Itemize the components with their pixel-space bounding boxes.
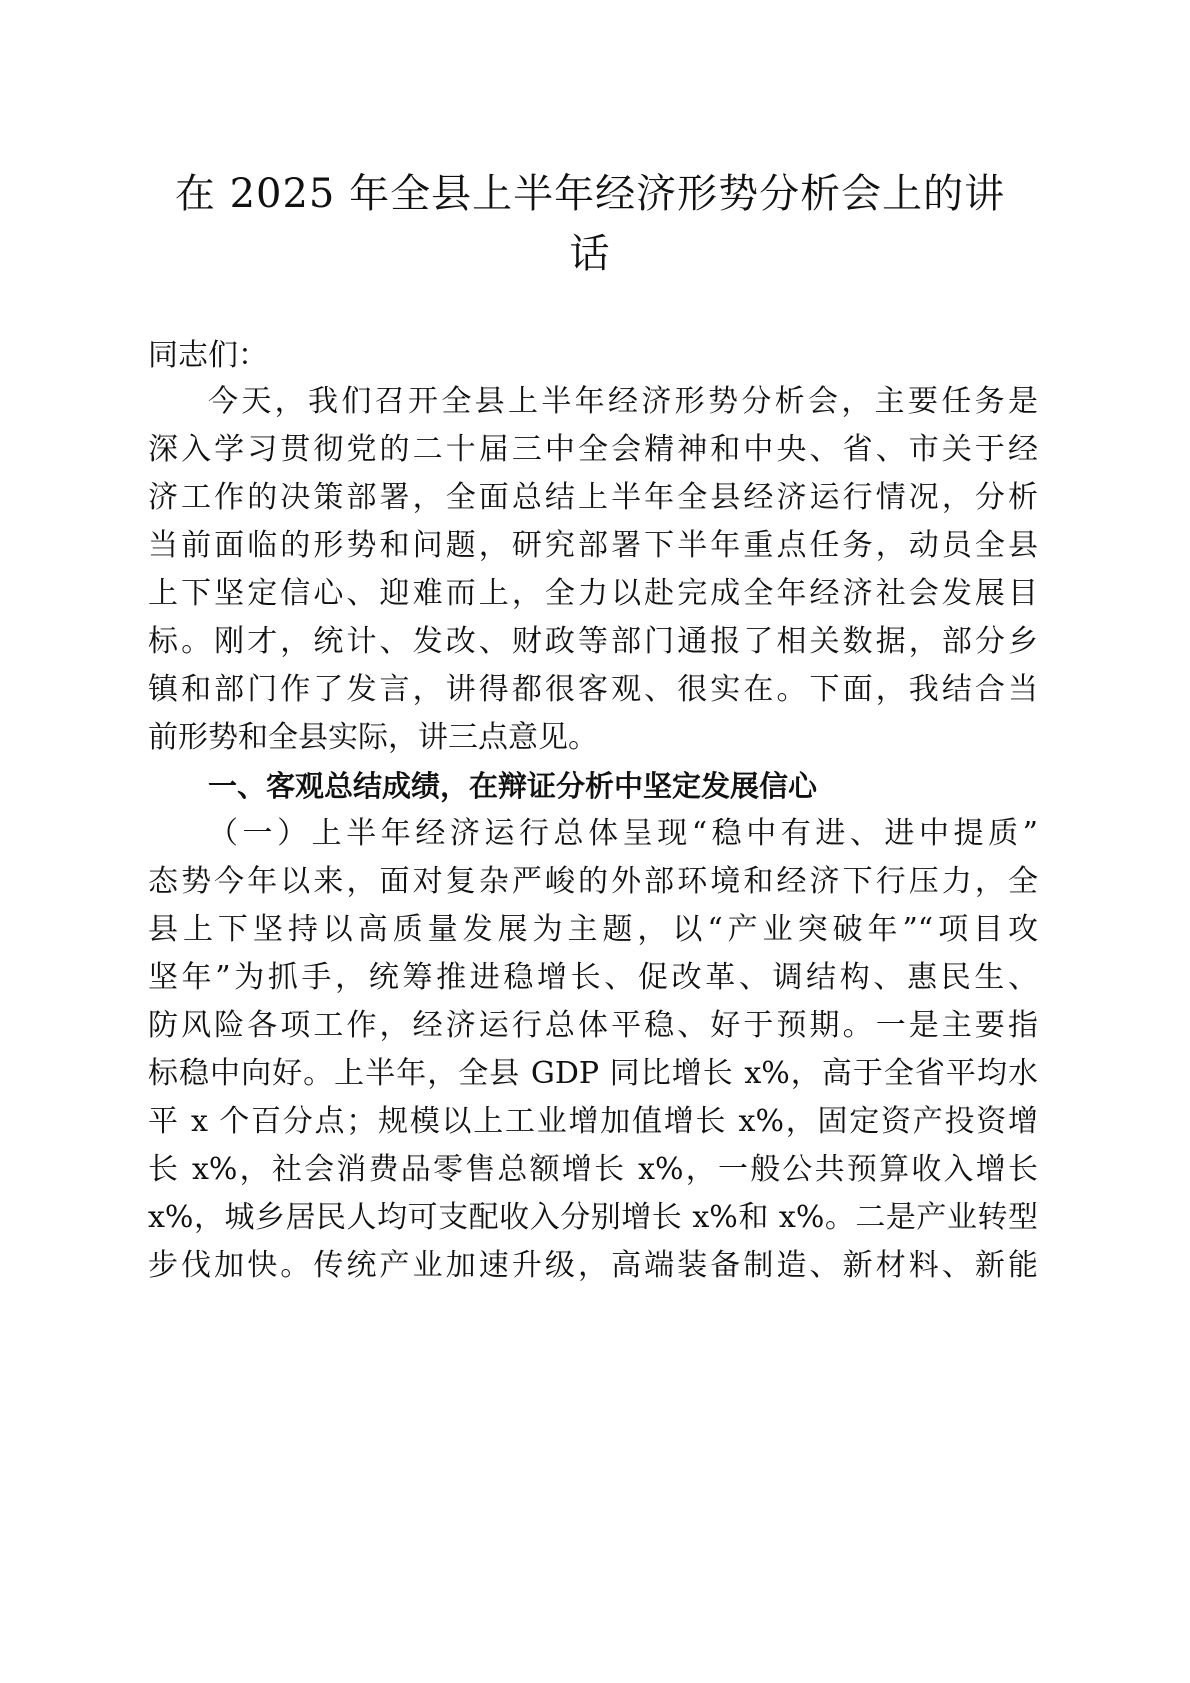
paragraph-line: 深入学习贯彻党的二十届三中全会精神和中央、省、市关于经 xyxy=(148,432,1038,467)
paragraph-line: 平 x 个百分点；规模以上工业增加值增长 x%，固定资产投资增 xyxy=(148,1104,1038,1139)
paragraph-line: 长 x%，社会消费品零售总额增长 x%，一般公共预算收入增长 xyxy=(148,1152,1038,1187)
paragraph-line: 今天，我们召开全县上半年经济形势分析会，主要任务是 xyxy=(208,384,1038,419)
paragraph-line: 态势今年以来，面对复杂严峻的外部环境和经济下行压力，全 xyxy=(148,864,1038,899)
paragraph-line: 防风险各项工作，经济运行总体平稳、好于预期。一是主要指 xyxy=(148,1008,1038,1043)
section-heading: 一、客观总结成绩，在辩证分析中坚定发展信心 xyxy=(208,769,818,803)
paragraph-line: 县上下坚持以高质量发展为主题，以“产业突破年”“项目攻 xyxy=(148,912,1038,947)
paragraph-line: 镇和部门作了发言，讲得都很客观、很实在。下面，我结合当 xyxy=(148,672,1038,707)
subsection-heading-line: （一）上半年经济运行总体呈现“稳中有进、进中提质” xyxy=(208,816,1038,851)
paragraph-line: 标稳中向好。上半年，全县 GDP 同比增长 x%，高于全省平均水 xyxy=(148,1056,1038,1091)
document-title-line-1: 在 2025 年全县上半年经济形势分析会上的讲 xyxy=(174,171,1006,217)
salutation: 同志们： xyxy=(148,338,268,373)
paragraph-line: 上下坚定信心、迎难而上，全力以赴完成全年经济社会发展目 xyxy=(148,576,1038,611)
paragraph-line: 步伐加快。传统产业加速升级，高端装备制造、新材料、新能 xyxy=(148,1248,1038,1283)
paragraph-line: 前形势和全县实际，讲三点意见。 xyxy=(148,720,598,755)
paragraph-line: 标。刚才，统计、发改、财政等部门通报了相关数据，部分乡 xyxy=(148,624,1038,659)
paragraph-line: x%，城乡居民人均可支配收入分别增长 x%和 x%。二是产业转型 xyxy=(148,1200,1038,1235)
paragraph-line: 当前面临的形势和问题，研究部署下半年重点任务，动员全县 xyxy=(148,528,1038,563)
document-title-line-2: 话 xyxy=(569,231,611,277)
paragraph-line: 济工作的决策部署，全面总结上半年全县经济运行情况，分析 xyxy=(148,480,1038,515)
paragraph-line: 坚年”为抓手，统筹推进稳增长、促改革、调结构、惠民生、 xyxy=(148,960,1038,995)
